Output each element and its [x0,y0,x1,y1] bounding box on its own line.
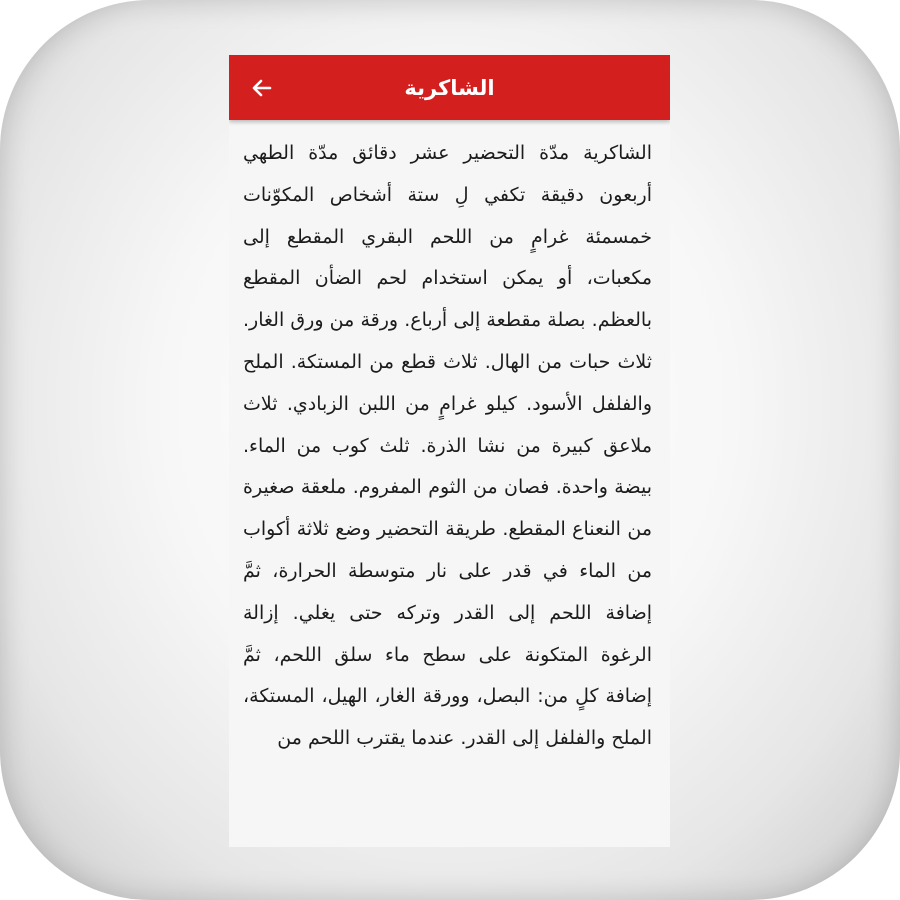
back-button[interactable] [247,73,277,103]
app-bar [229,55,670,120]
recipe-content[interactable] [243,133,652,843]
arrow-left-icon [250,76,274,100]
recipe-text: الشاكرية مدّة التحضير عشر دقائق مدّة الطهي أربعون دقيقة تكفي لِ ستة أشخاص المكوّنات خمسمئة غرامٍ من اللحم البقري المقطع إلى مكعبات، أو يمكن استخدام لحم الضأن المقطع بالعظم. بصلة مقطعة إلى أرباع. ورقة من ورق الغار. ثلاث حبات من الهال. ثلاث قطع من المستكة. الملح والفلفل الأسود. كيلو غرامٍ من اللبن الزبادي. ثلاث ملاعق كبيرة من نشا الذرة. ثلث كوب من الماء. بيضة واحدة. فصان من الثوم المفروم. ملعقة صغيرة من النعناع المقطع. طريقة التحضير وضع ثلاثة أكواب من الماء في قدر على نار متوسطة الحرارة، ثمَّ إضافة اللحم إلى القدر وتركه حتى يغلي. إزالة الرغوة المتكونة على سطح ماء سلق اللحم، ثمَّ إضافة كلٍ من: البصل، وورقة الغار، الهيل، المستكة، الملح والفلفل إلى القدر. عندما يقترب اللحم من [243,142,652,750]
page-title: الشاكرية [404,75,495,100]
app-screen [229,55,670,847]
